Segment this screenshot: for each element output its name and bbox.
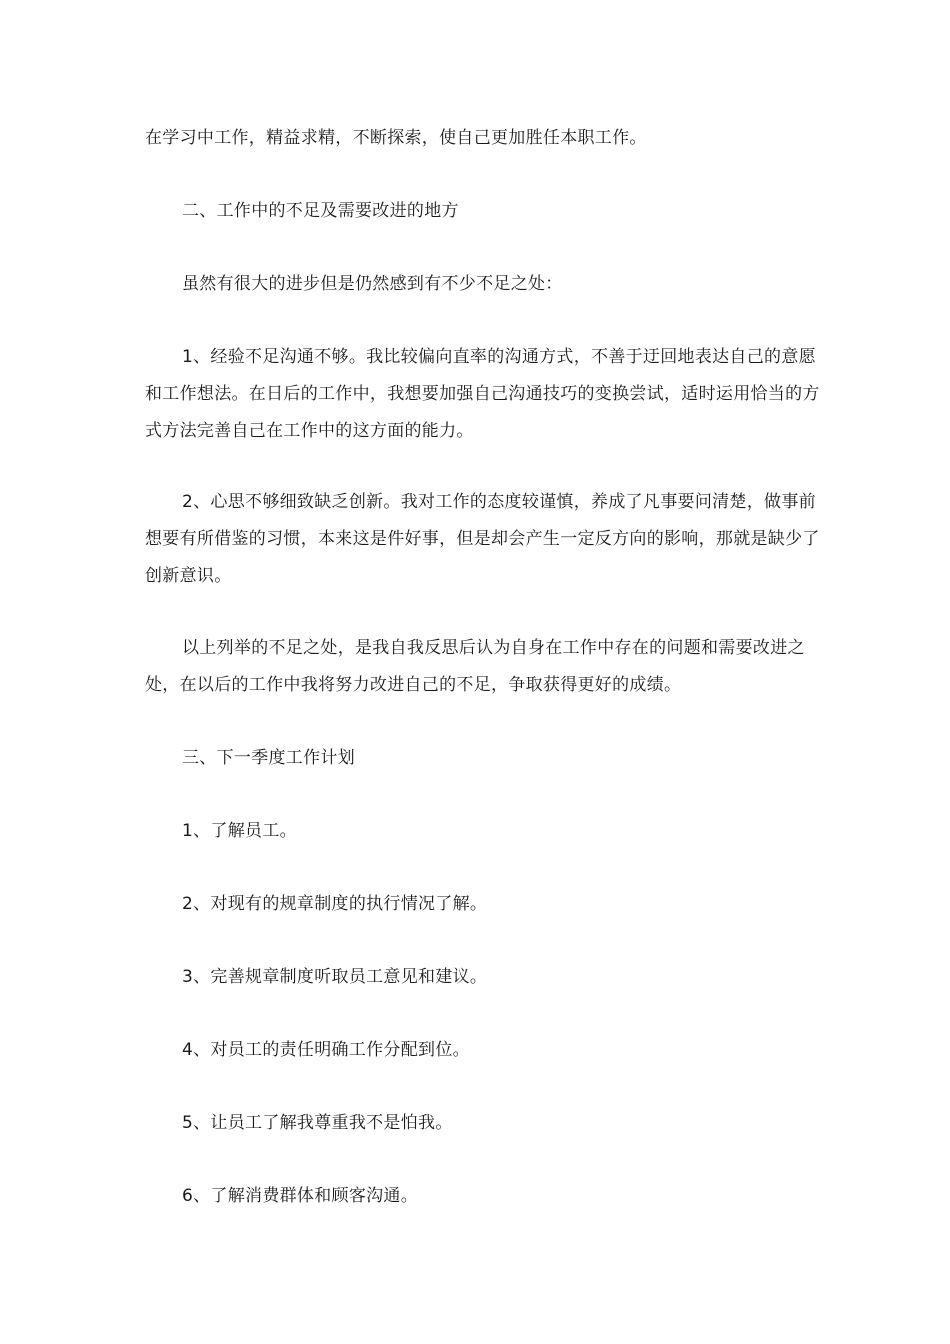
plan-item-6: 6、了解消费群体和顾客沟通。 [182, 1186, 419, 1206]
section-heading-2: 二、工作中的不足及需要改进的地方 [182, 201, 459, 221]
plan-item-2: 2、对现有的规章制度的执行情况了解。 [182, 894, 488, 914]
plan-item-3: 3、完善规章制度听取员工意见和建议。 [182, 967, 488, 987]
paragraph-item-1: 1、经验不足沟通不够。我比较偏向直率的沟通方式，不善于迂回地表达自己的意愿和工作想法。在日后的工作中，我想要加强自己沟通技巧的变换尝试，适时运用恰当的方式方法完善自己在工作中的这方面的能力。 [145, 347, 820, 441]
plan-item-1: 1、了解员工。 [182, 821, 297, 841]
section-heading-3: 三、下一季度工作计划 [182, 748, 355, 768]
plan-item-4: 4、对员工的责任明确工作分配到位。 [182, 1040, 470, 1060]
paragraph-summary: 以上列举的不足之处，是我自我反思后认为自身在工作中存在的问题和需要改进之处，在以后的工作中我将努力改进自己的不足，争取获得更好的成绩。 [145, 638, 805, 695]
paragraph-continuation: 在学习中工作，精益求精，不断探索，使自己更加胜任本职工作。 [145, 128, 647, 148]
paragraph-item-2: 2、心思不够细致缺乏创新。我对工作的态度较谨慎，养成了凡事要问清楚，做事前想要有所借鉴的习惯，本来这是件好事，但是却会产生一定反方向的影响，那就是缺少了创新意识。 [145, 492, 820, 586]
paragraph-intro: 虽然有很大的进步但是仍然感到有不少不足之处： [182, 274, 563, 294]
plan-item-5: 5、让员工了解我尊重我不是怕我。 [182, 1113, 453, 1133]
